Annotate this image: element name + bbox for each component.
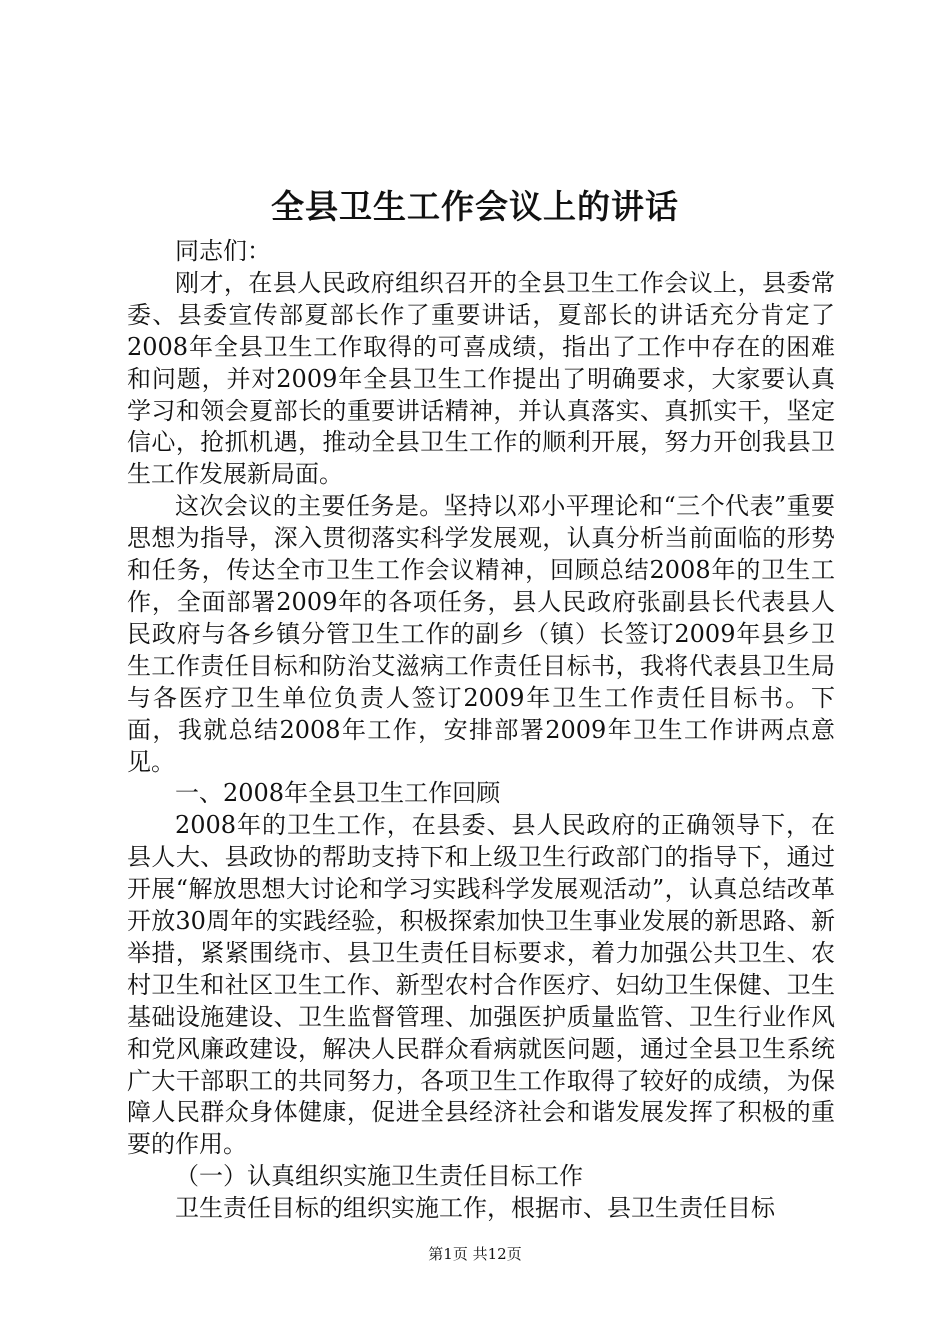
paragraph-opening: 刚才，在县人民政府组织召开的全县卫生工作会议上，县委常委、县委宣传部夏部长作了重要讲话，夏部长的讲话充分肯定了2008年全县卫生工作取得的可喜成绩，指出了工作中存在的困难和问题，并对2009年全县卫生工作提出了明确要求，大家要认真学习和领会夏部长的重要讲话精神，并认真落实、真抓实干，坚定信心，抢抓机遇，推动全县卫生工作的顺利开展，努力开创我县卫生工作发展新局面。 — [127, 268, 835, 489]
paragraph-2008-review: 2008年的卫生工作，在县委、县人民政府的正确领导下，在县人大、县政协的帮助支持下和上级卫生行政部门的指导下，通过开展“解放思想大讨论和学习实践科学发展观活动”，认真总结改革开放30周年的实践经验，积极探索加快卫生事业发展的新思路、新举措，紧紧围绕市、县卫生责任目标要求，着力加强公共卫生、农村卫生和社区卫生工作、新型农村合作医疗、妇幼卫生保健、卫生基础设施建设、卫生监督管理、加强医护质量监管、卫生行业作风和党风廉政建设，解决人民群众看病就医问题，通过全县卫生系统广大干部职工的共同努力，各项卫生工作取得了较好的成绩，为保障人民群众身体健康，促进全县经济社会和谐发展发挥了积极的重要的作用。 — [127, 811, 835, 1159]
section-heading-review: 一、2008年全县卫生工作回顾 — [175, 779, 501, 808]
subsection-heading-targets: （一）认真组织实施卫生责任目标工作 — [175, 1162, 583, 1191]
paragraph-salutation: 同志们： — [175, 237, 271, 265]
paragraph-targets: 卫生责任目标的组织实施工作，根据市、县卫生责任目标 — [175, 1194, 775, 1223]
document-body — [127, 236, 835, 1225]
document-title: 全县卫生工作会议上的讲话 — [271, 187, 679, 226]
paragraph-meeting-tasks: 这次会议的主要任务是。坚持以邓小平理论和“三个代表”重要思想为指导，深入贯彻落实科学发展观，认真分析当前面临的形势和任务，传达全市卫生工作会议精神，回顾总结2008年的卫生工作，全面部署2009年的各项任务，县人民政府张副县长代表县人民政府与各乡镇分管卫生工作的副乡（镇）长签订2009年县乡卫生工作责任目标和防治艾滋病工作责任目标书，我将代表县卫生局与各医疗卫生单位负责人签订2009年卫生工作责任目标书。下面，我就总结2008年工作，安排部署2009年卫生工作讲两点意见。 — [127, 492, 835, 776]
page-number-footer: 第1页 共12页 — [428, 1245, 522, 1263]
